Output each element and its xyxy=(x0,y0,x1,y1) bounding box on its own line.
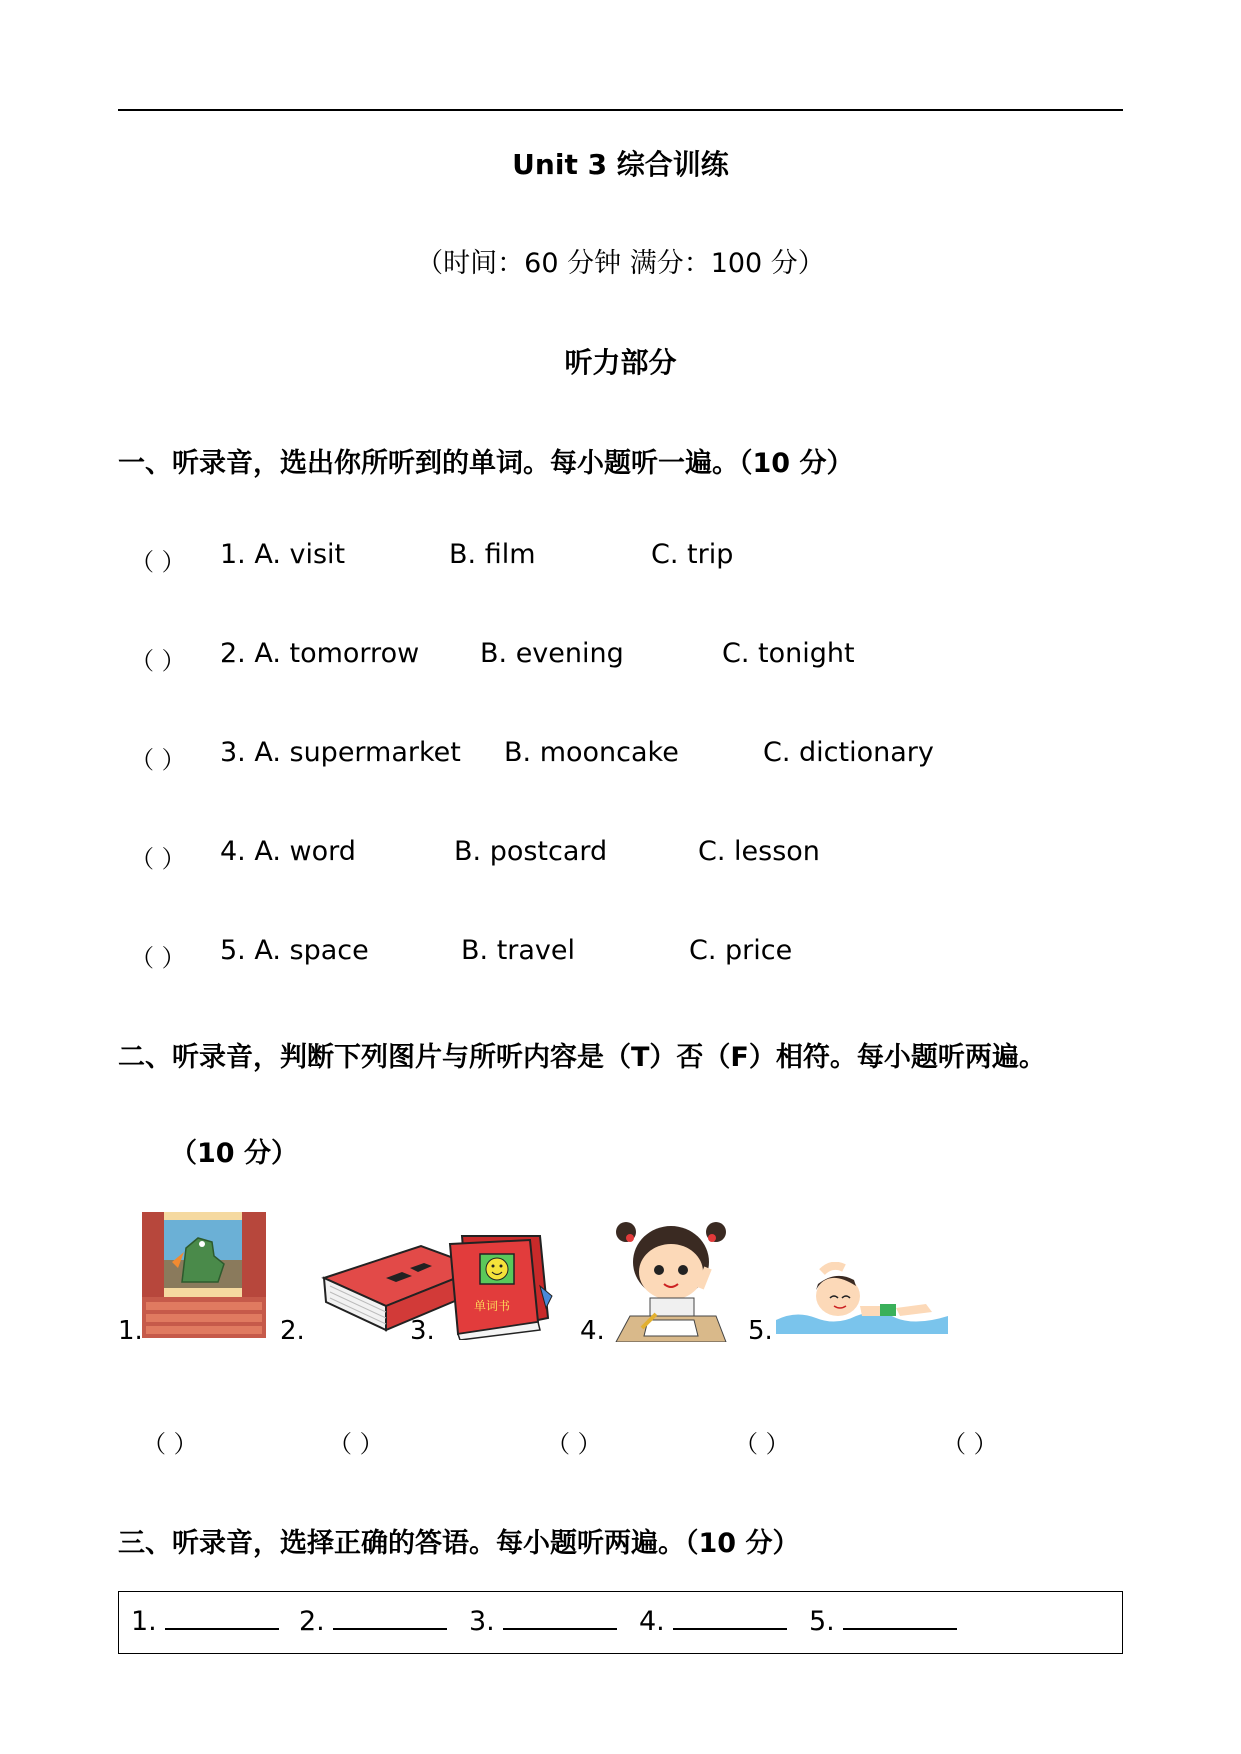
option-c: C. price xyxy=(689,935,793,966)
picture-number: 1. xyxy=(118,1316,143,1346)
word-book-icon xyxy=(436,1234,556,1340)
answer-paren[interactable]: （ ） xyxy=(546,1430,602,1458)
option-c: C. lesson xyxy=(698,836,820,867)
picture-number: 5. xyxy=(748,1316,773,1346)
answer-blank-4[interactable]: 4. xyxy=(639,1606,787,1637)
answer-blank-1[interactable]: 1. xyxy=(131,1606,279,1637)
answer-paren[interactable]: （ ） xyxy=(130,944,186,972)
top-rule xyxy=(118,109,1123,111)
option-b: B. mooncake xyxy=(504,737,679,768)
svg-text:单词书: 单词书 xyxy=(474,1299,511,1313)
picture-number: 4. xyxy=(580,1316,605,1346)
answer-paren[interactable]: （ ） xyxy=(130,746,186,774)
answer-paren[interactable]: （ ） xyxy=(942,1430,998,1458)
cinema-icon xyxy=(142,1212,266,1338)
answer-paren[interactable]: （ ） xyxy=(142,1430,198,1458)
section2-heading: 二、听录音，判断下列图片与所听内容是（T）否（F）相符。每小题听两遍。 xyxy=(118,1042,1046,1073)
option-a: 3. A. supermarket xyxy=(220,737,461,768)
option-b: B. evening xyxy=(480,638,624,669)
answer-paren[interactable]: （ ） xyxy=(130,845,186,873)
answer-paren[interactable]: （ ） xyxy=(130,548,186,576)
part-heading: 听力部分 xyxy=(564,346,677,379)
option-c: C. tonight xyxy=(722,638,855,669)
option-b: B. travel xyxy=(461,935,576,966)
section1-heading: 一、听录音，选出你所听到的单词。每小题听一遍。（10 分） xyxy=(118,448,854,479)
option-c: C. trip xyxy=(651,539,734,570)
answer-paren[interactable]: （ ） xyxy=(328,1430,384,1458)
option-a: 4. A. word xyxy=(220,836,356,867)
picture-number: 2. xyxy=(280,1316,305,1346)
answer-paren[interactable]: （ ） xyxy=(130,647,186,675)
section2-points: （10 分） xyxy=(170,1138,298,1169)
answer-box xyxy=(118,1591,1123,1654)
girl-writing-icon xyxy=(612,1218,730,1342)
option-a: 5. A. space xyxy=(220,935,369,966)
section3-heading: 三、听录音，选择正确的答语。每小题听两遍。（10 分） xyxy=(118,1528,800,1559)
option-a: 2. A. tomorrow xyxy=(220,638,420,669)
boy-swimming-icon xyxy=(776,1262,948,1334)
option-c: C. dictionary xyxy=(763,737,934,768)
answer-blank-3[interactable]: 3. xyxy=(469,1606,617,1637)
answer-blank-2[interactable]: 2. xyxy=(299,1606,447,1637)
picture-number: 3. xyxy=(410,1316,435,1346)
answer-blank-5[interactable]: 5. xyxy=(809,1606,957,1637)
exam-info: （时间：60 分钟 满分：100 分） xyxy=(416,248,825,279)
option-b: B. film xyxy=(449,539,536,570)
option-a: 1. A. visit xyxy=(220,539,346,570)
option-b: B. postcard xyxy=(454,836,608,867)
page-title: Unit 3 综合训练 xyxy=(512,148,729,181)
answer-paren[interactable]: （ ） xyxy=(734,1430,790,1458)
